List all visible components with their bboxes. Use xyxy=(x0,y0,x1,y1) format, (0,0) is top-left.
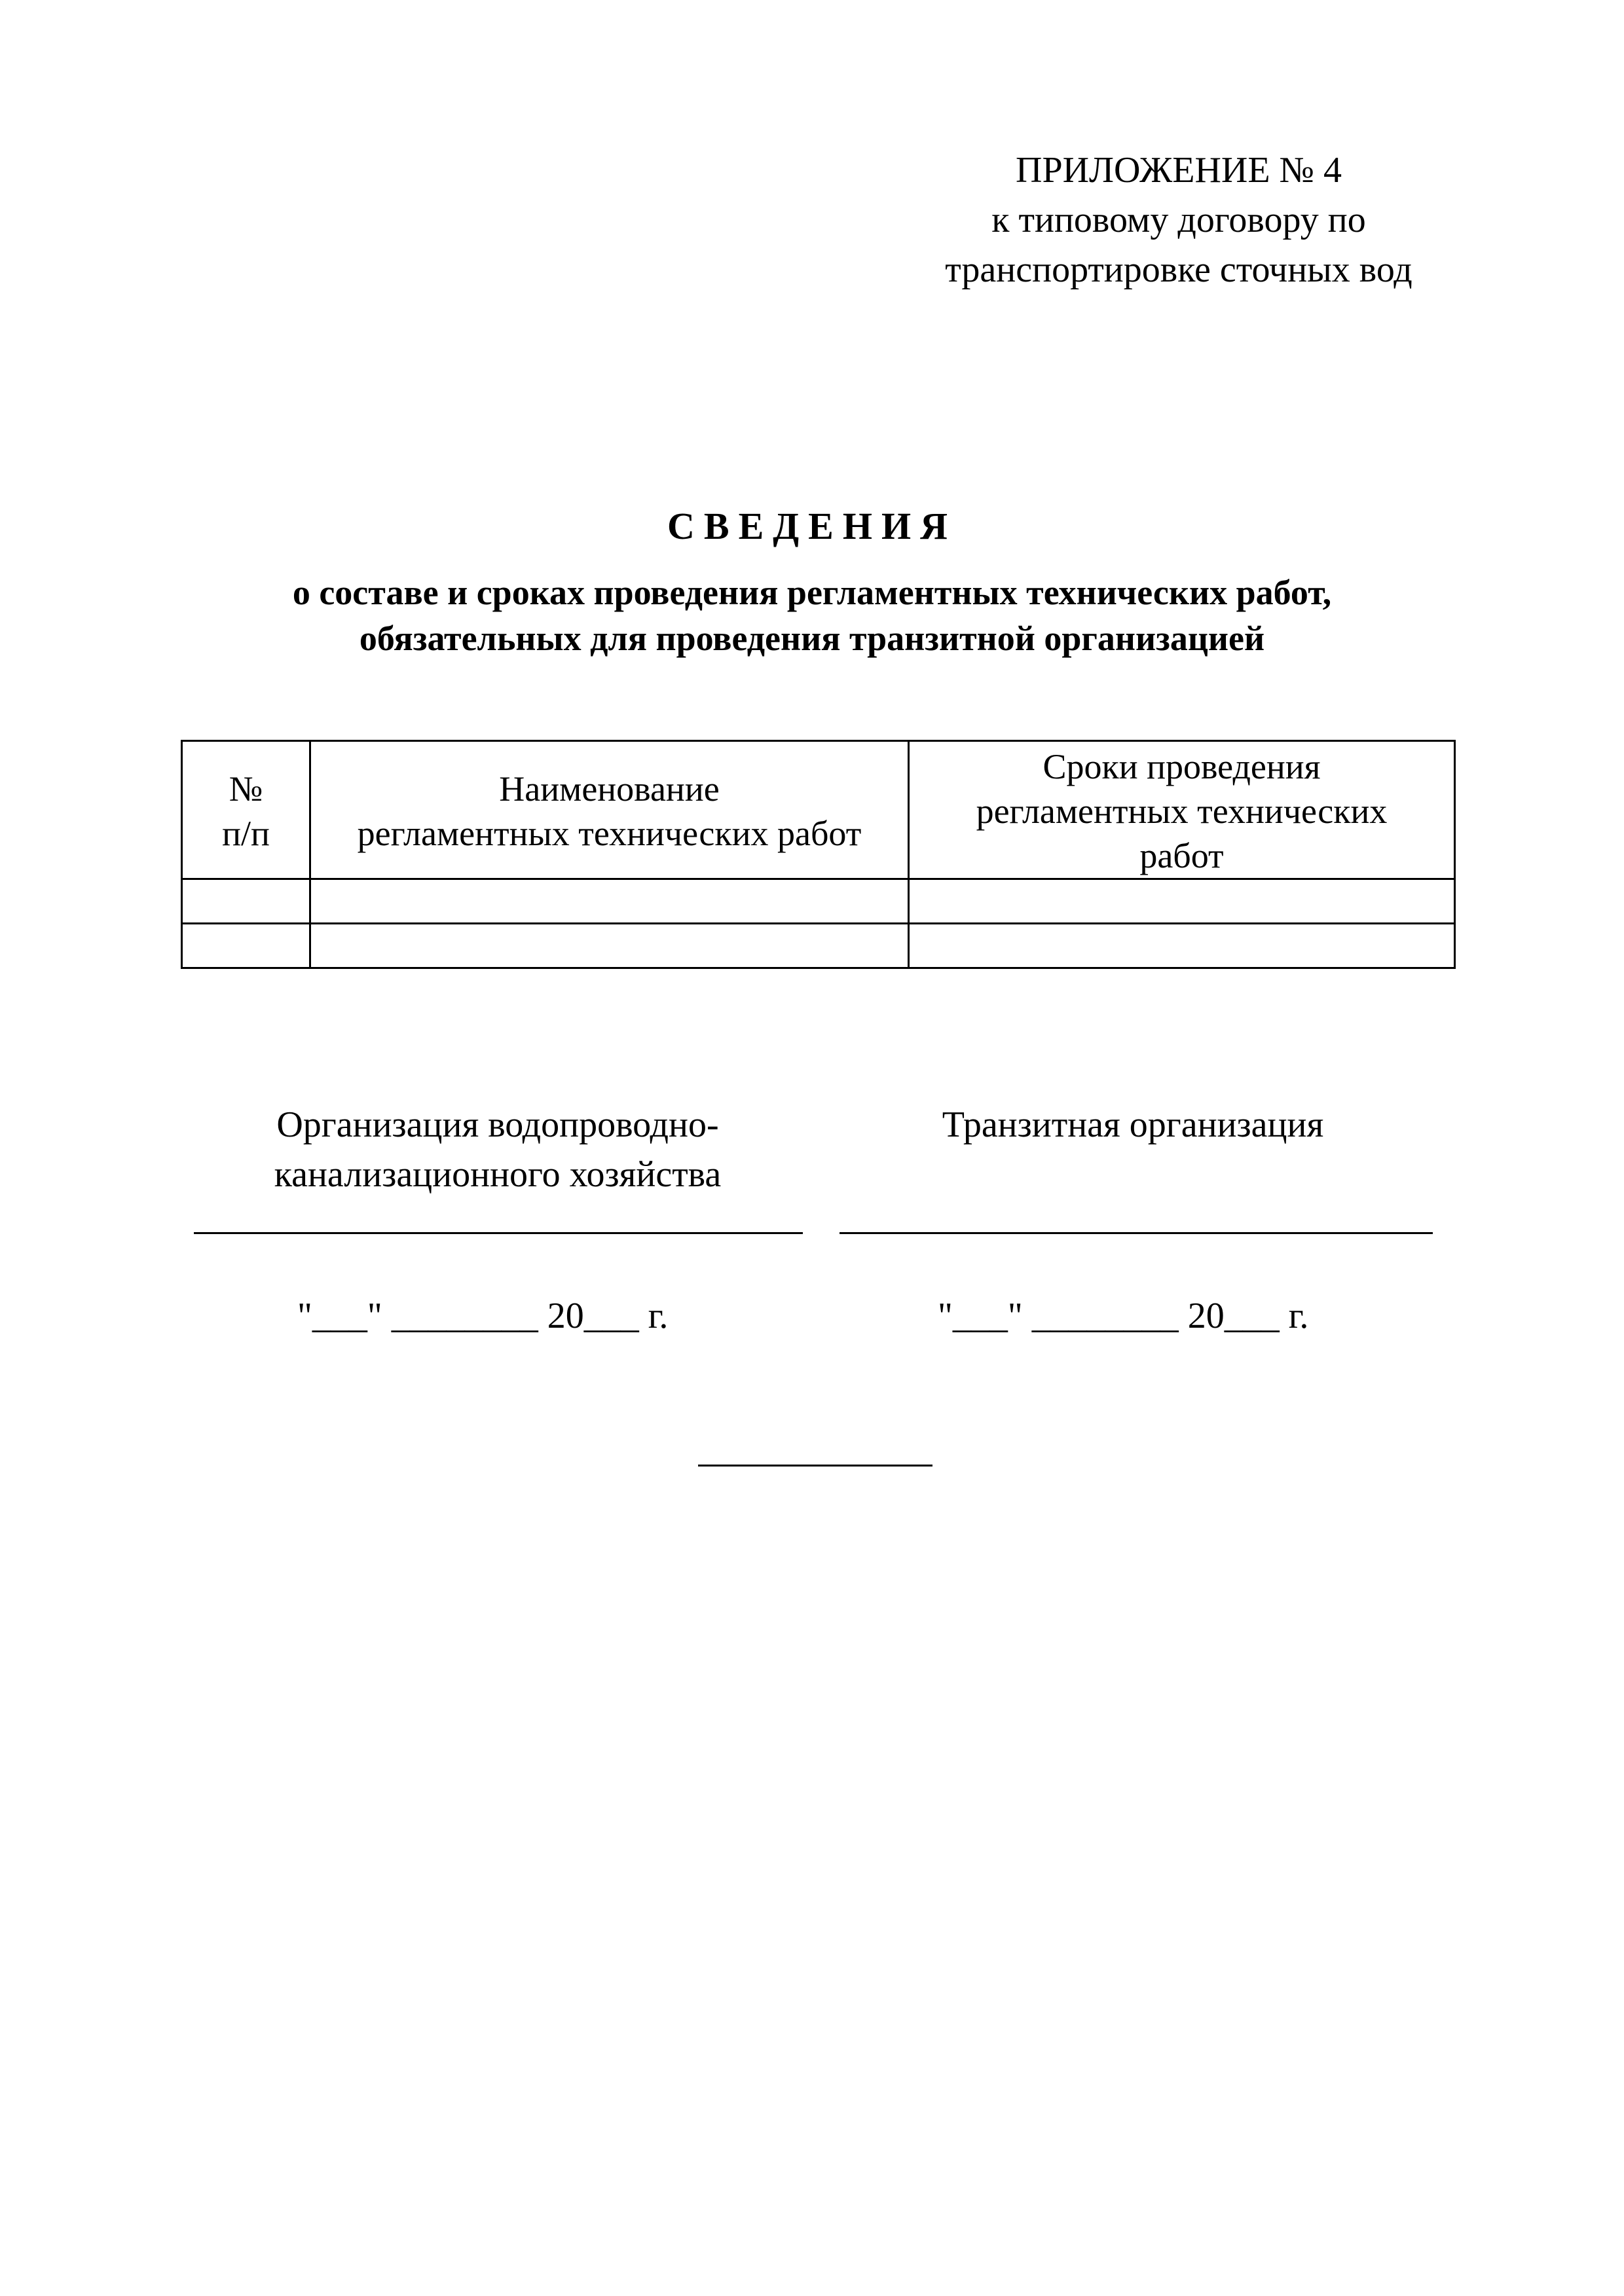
table-cell xyxy=(182,879,310,924)
table-row xyxy=(182,924,1455,968)
party-name-line: Организация водопроводно- xyxy=(276,1104,719,1145)
table-cell xyxy=(310,924,909,968)
table-header-row xyxy=(182,741,1455,879)
appendix-header xyxy=(851,145,1506,295)
subtitle-line: о составе и сроках проведения регламентных технических работ, xyxy=(292,573,1332,612)
signature-date-right: "___" ________ 20___ г. xyxy=(938,1296,1309,1336)
signature-line-left xyxy=(194,1232,803,1234)
party-name-line: канализационного хозяйства xyxy=(274,1154,722,1195)
appendix-ref-line: транспортировке сточных вод xyxy=(945,249,1412,290)
table-cell xyxy=(909,879,1455,924)
signature-party-water-utility xyxy=(203,1100,792,1199)
appendix-number: ПРИЛОЖЕНИЕ № 4 xyxy=(1016,150,1342,191)
works-table xyxy=(181,740,1456,969)
party-name-line: Транзитная организация xyxy=(942,1104,1324,1145)
document-title: СВЕДЕНИЯ xyxy=(667,505,957,547)
header-work-name: Наименование регламентных технических работ xyxy=(310,741,909,879)
signature-party-transit-org xyxy=(871,1100,1395,1150)
appendix-ref-line: к типовому договору по xyxy=(991,200,1366,240)
header-number: № п/п xyxy=(182,741,310,879)
end-of-document-divider xyxy=(698,1465,932,1467)
signature-line-right xyxy=(840,1232,1433,1234)
subtitle-line: обязательных для проведения транзитной организацией xyxy=(359,619,1265,658)
document-subtitle xyxy=(131,570,1493,661)
header-work-terms: Сроки проведения регламентных технических работ xyxy=(909,741,1455,879)
table-cell xyxy=(909,924,1455,968)
table-cell xyxy=(182,924,310,968)
table-cell xyxy=(310,879,909,924)
signature-date-left: "___" ________ 20___ г. xyxy=(297,1296,669,1336)
table-row xyxy=(182,879,1455,924)
